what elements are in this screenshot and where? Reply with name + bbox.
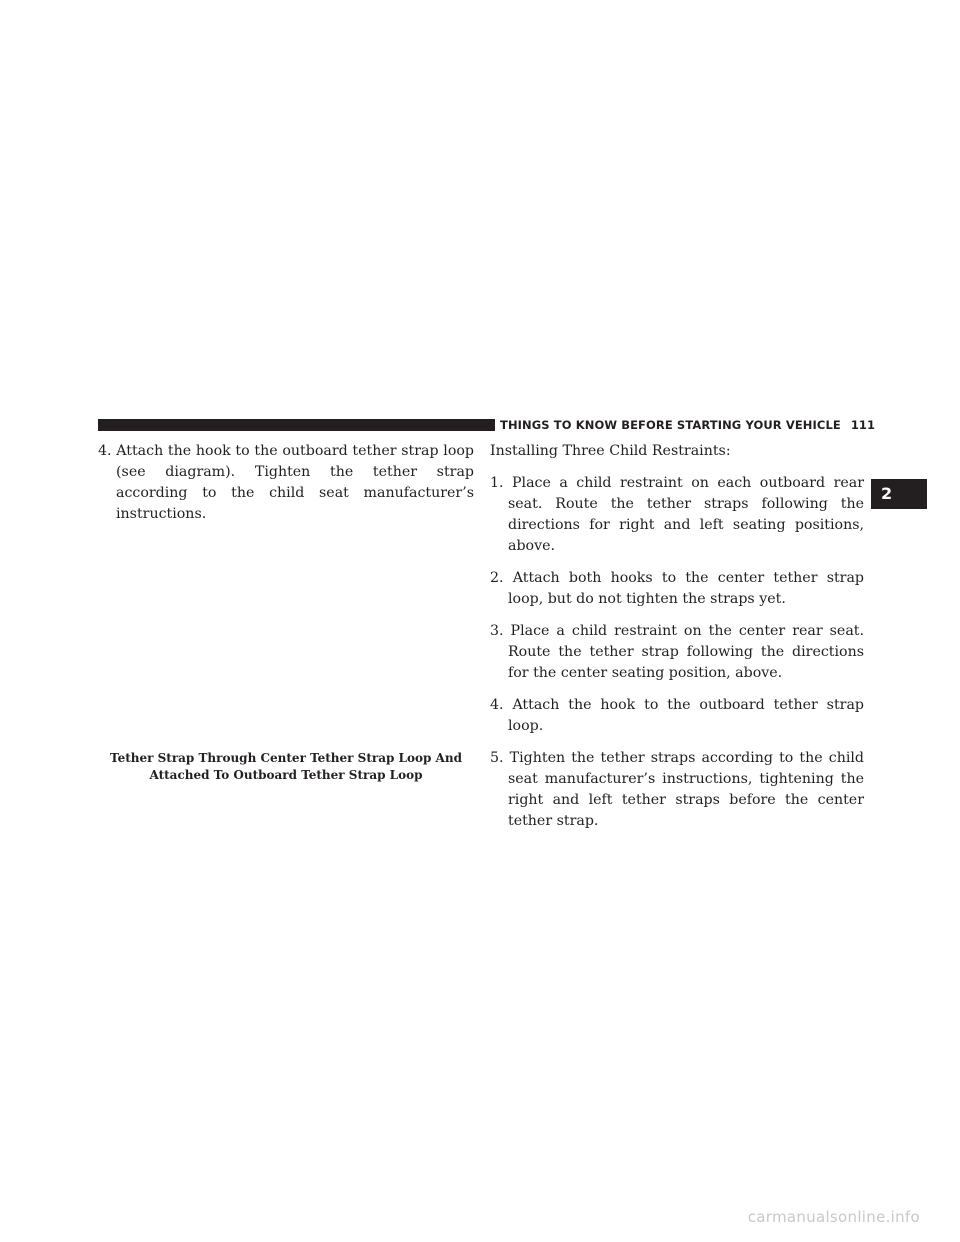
header-title: THINGS TO KNOW BEFORE STARTING YOUR VEHICLE <box>500 418 841 432</box>
instruction-step-4: 4. Attach the hook to the outboard tether strap loop (see diagram). Tighten the tether strap according to the child seat manufacturer’s instructions. <box>98 443 474 522</box>
step-2: 2. Attach both hooks to the center tether strap loop, but do not tighten the straps yet. <box>490 570 864 607</box>
step-3: 3. Place a child restraint on the center rear seat. Route the tether strap following the directions for the center seating position, above. <box>490 623 864 681</box>
section-heading: Installing Three Child Restraints: <box>490 443 731 459</box>
left-column <box>98 441 474 536</box>
figure-caption-line-1: Tether Strap Through Center Tether Strap Loop And <box>110 751 462 765</box>
page-number: 111 <box>850 418 876 432</box>
chapter-tab: 2 <box>871 479 927 509</box>
header-rule <box>98 419 495 431</box>
step-4: 4. Attach the hook to the outboard tether strap loop. <box>490 697 864 734</box>
right-column <box>490 441 864 843</box>
running-header <box>500 417 876 433</box>
figure-caption <box>98 750 474 784</box>
step-1: 1. Place a child restraint on each outboard rear seat. Route the tether straps following the directions for right and left seating positions, above. <box>490 475 864 554</box>
watermark: carmanualsonline.info <box>747 1208 920 1226</box>
figure-caption-line-2: Attached To Outboard Tether Strap Loop <box>149 768 423 782</box>
step-5: 5. Tighten the tether straps according to the child seat manufacturer’s instructions, tightening the right and left tether straps before the center tether strap. <box>490 750 864 829</box>
